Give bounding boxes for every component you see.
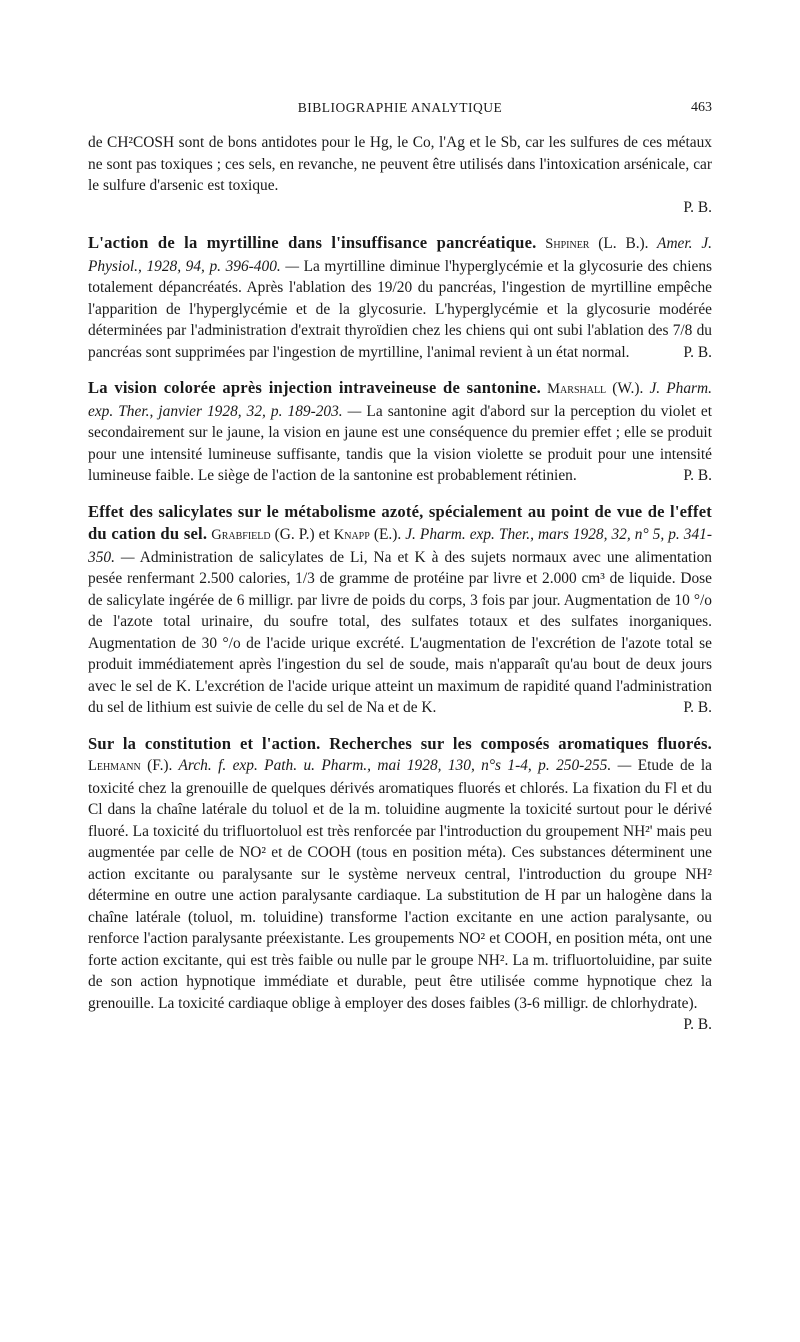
entry-author: Marshall (547, 381, 607, 397)
page-number: 463 (691, 100, 712, 115)
entry-author-initials: (W.). (606, 380, 644, 397)
entry-signature: P. B. (683, 467, 712, 484)
entry-source: Arch. f. exp. Path. u. Pharm., mai 1928, 130, n°s 1-4, p. 250-255. — (172, 757, 632, 774)
entry-title: Effet des salicylates sur le métabolisme azoté, spécialement au point de vue de l'effet du cation du sel. (88, 501, 712, 543)
intro-signature: P. B. (683, 198, 712, 216)
entry-author-2-initials: (E.). (369, 526, 402, 543)
entry-signature: P. B. (683, 343, 712, 361)
entry-signature: P. B. (683, 699, 712, 716)
entry-title: L'action de la myrtilline dans l'insuffisance pancréatique. (88, 233, 537, 252)
running-head-title: BIBLIOGRAPHIE ANALYTIQUE (297, 100, 503, 115)
entry-author: Lehmann (88, 758, 141, 774)
entry-author-initials: (L. B.). (589, 235, 649, 252)
intro-text: de CH²COSH sont de bons antidotes pour le Hg, le Co, l'Ag et le Sb, car les sulfures de ces métaux ne sont pas toxiques ; ces sels, en revanche, ne peuvent être utilisés dans l'intoxication arsénicale, car le sulfure d'arsenic est toxique. (88, 134, 712, 194)
entry-title: Sur la constitution et l'action. Recherches sur les composés aromatiques fluorés. (88, 733, 712, 753)
entry-body: Etude de la toxicité chez la grenouille de quelques dérivés aromatiques fluorés et chlorés. La fixation du Fl et du Cl dans la chaîne latérale du toluol et de la m. toluidine augmente la toxicité surtout pour le dérivé fluoré. La toxicité du trifluortoluol est très renforcée par l'introduction du groupement NH²' mais peu augmentée par celle de NO² et de COOH (tous en position méta). Ces substances déterminent une action excitante ou paralysante sur le système nerveux central, l'introduction du groupe NH² détermine en outre une action paralysante cardiaque. La substitution de H par un halogène dans la chaîne latérale (toluol, m. toluidine) transforme l'action excitante en une action paralysante, ou renforce l'action paralysante préexistante. Les groupements NO² et COOH, en position méta, ont une forte action excitante, qui est très faible ou nulle par le groupe NH². La m. trifluortoluidine, par suite de son action hypnotique immédiate et durable, peut être utilisée comme hypnotique chez la grenouille. La toxicité cardiaque oblige à employer des doses faibles (3-6 milligr. de chlorhydrate). (88, 757, 712, 1012)
entry-santonine (88, 377, 712, 487)
entry-source: J. Pharm. exp. Ther., janvier 1928, 32, p. 189-203. — (88, 380, 712, 420)
entry-paragraph (88, 501, 712, 719)
entry-body: La santonine agit d'abord sur la perception du violet et secondairement sur le jaune, la vision en jaune est une conséquence du premier effet ; elle se produit pour une intensité lumineuse suffisante, tandis que la vision violette se produit pour une intensité lumineuse faible. Le siège de l'action de la santonine est probablement rétinien. (88, 402, 712, 484)
entry-author: Shpiner (545, 236, 590, 252)
intro-continuation (88, 132, 712, 218)
entry-author: Grabfield (211, 527, 271, 543)
entry-paragraph (88, 733, 712, 1015)
entry-fluores (88, 733, 712, 1036)
entry-body: La myrtilline diminue l'hyperglycémie et la glycosurie des chiens totalement dépancréatés. Après l'ablation des 19/20 du pancréas, l'ingestion de myrtilline empêche l'apparition de l'hyperglycémie et de la glycosurie. L'hyperglycémie et la glycosurie modérée déterminées par l'administration d'extrait thyroïdien chez les chiens qui ont subi l'ablation des 7/8 du pancréas sont supprimées par l'ingestion de myrtilline, l'animal revient à un état normal. (88, 257, 713, 361)
entry-salicylates (88, 501, 712, 719)
page (88, 100, 712, 1050)
entry-source: J. Pharm. exp. Ther., mars 1928, 32, n° 5, p. 341-350. — (88, 526, 712, 566)
entry-myrtilline (88, 232, 712, 363)
entry-signature: P. B. (683, 1016, 712, 1033)
entry-body: Administration de salicylates de Li, Na et K à des sujets normaux avec une alimentation pesée renfermant 2.500 calories, 1/3 de gramme de protéine par livre et 2.000 cm³ de liquide. Dose de salicylate ingérée de 6 milligr. par livre de poids du corps, 3 fois par jour. Augmentation de 10 °/o de l'azote total urinaire, du soufre total, des sulfates totaux et des sulfates inorganiques. Augmentation de 30 °/o de l'acide urique excrété. L'augmentation de l'excrétion de l'azote total se produit immédiatement après l'ingestion du sel de soude, mais n'apparaît qu'au bout de deux jours avec le sel de K. L'excrétion de l'acide urique atteint un maximum de rapidité quand l'administration du sel de lithium est suivie de celle du sel de Na et de K. (88, 548, 712, 716)
entry-paragraph (88, 232, 712, 363)
running-head (88, 100, 712, 124)
entry-author-2: Knapp (333, 527, 370, 543)
entry-paragraph (88, 377, 712, 487)
entry-source: Amer. J. Physiol., 1928, 94, p. 396-400. — (88, 235, 712, 275)
entry-author-initials: (F.). (140, 757, 173, 774)
entry-title: La vision colorée après injection intraveineuse de santonine. (88, 378, 542, 397)
entry-author-initials: (G. P.) et (270, 526, 334, 543)
